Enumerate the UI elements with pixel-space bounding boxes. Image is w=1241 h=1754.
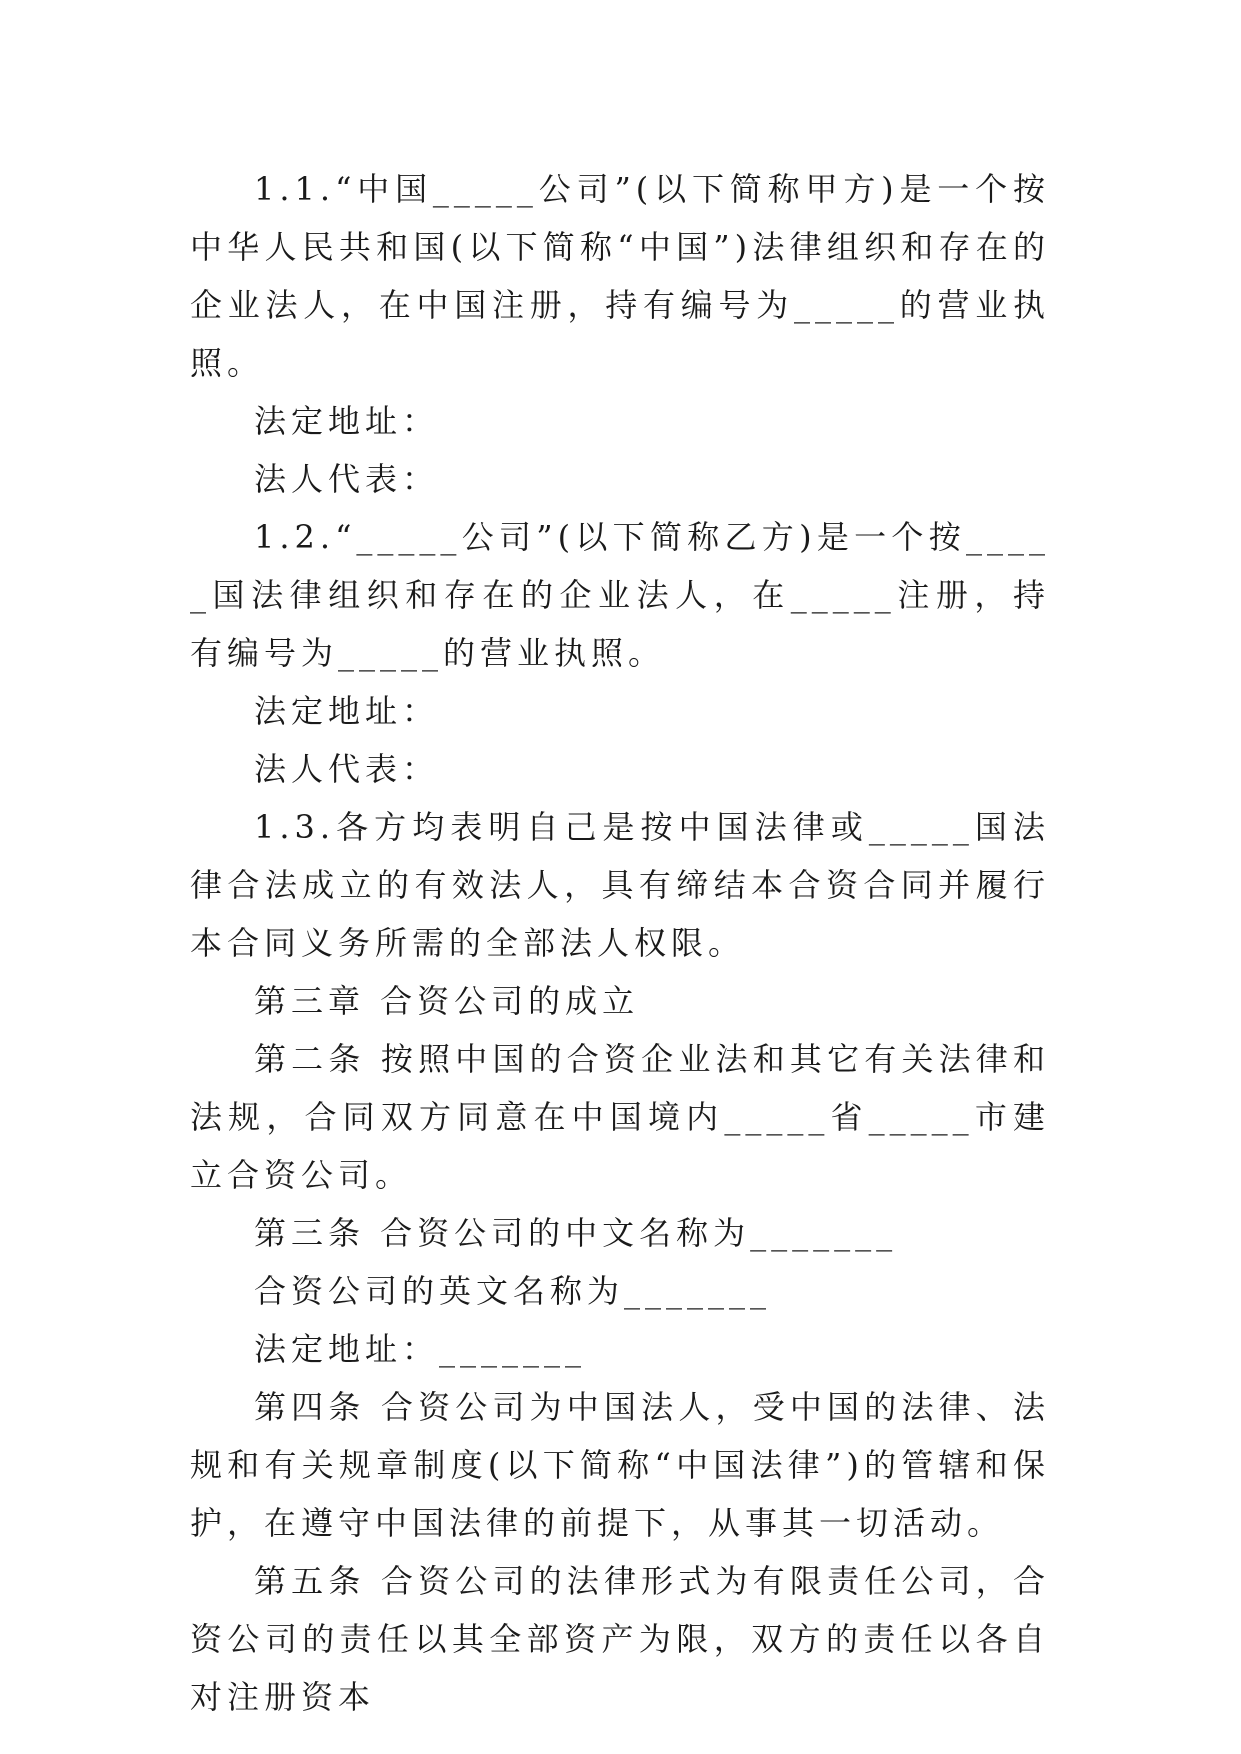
paragraph-party-a: 1.1.“中国_____公司”(以下简称甲方)是一个按中华人民共和国(以下简称“中国”)法律组织和存在的企业法人，在中国注册，持有编号为_____的营业执照。	[190, 170, 1050, 382]
chapter-heading: 第三章 合资公司的成立	[254, 982, 640, 1020]
paragraph-party-a-address: 法定地址：	[254, 402, 440, 440]
paragraph-party-b: 1.2.“_____公司”(以下简称乙方)是一个按_____国法律组织和存在的企业法人，在_____注册，持有编号为_____的营业执照。	[190, 518, 1050, 672]
paragraph-party-b-address: 法定地址：	[254, 692, 440, 730]
article-5: 第五条 合资公司的法律形式为有限责任公司，合资公司的责任以其全部资产为限，双方的责任以各自对注册资本	[190, 1562, 1050, 1716]
article-4: 第四条 合资公司为中国法人，受中国的法律、法规和有关规章制度(以下简称“中国法律”)的管辖和保护，在遵守中国法律的前提下，从事其一切活动。	[190, 1388, 1050, 1542]
article-3-english-name: 合资公司的英文名称为_______	[254, 1272, 772, 1310]
article-3-address: 法定地址：_______	[254, 1330, 587, 1368]
paragraph-party-a-representative: 法人代表：	[254, 460, 440, 498]
article-2: 第二条 按照中国的合资企业法和其它有关法律和法规，合同双方同意在中国境内_____省_____市建立合资公司。	[190, 1040, 1050, 1194]
paragraph-legal-capacity: 1.3.各方均表明自己是按中国法律或_____国法律合法成立的有效法人，具有缔结本合资合同并履行本合同义务所需的全部法人权限。	[190, 808, 1050, 962]
document-body	[190, 160, 1050, 1726]
article-3-chinese-name: 第三条 合资公司的中文名称为_______	[254, 1214, 898, 1252]
paragraph-party-b-representative: 法人代表：	[254, 750, 440, 788]
